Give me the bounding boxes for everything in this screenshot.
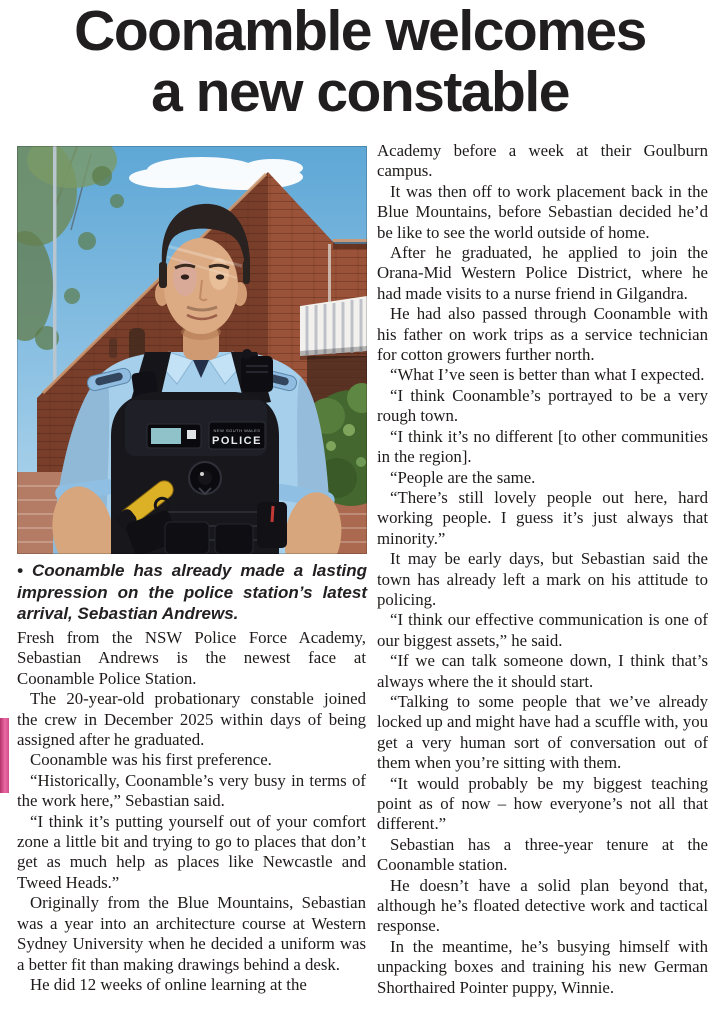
- article-paragraph: Coonamble was his first preference.: [30, 750, 272, 770]
- article-paragraph: “I think it’s no different [to other communities in the region].: [377, 426, 708, 467]
- body-camera: [189, 462, 221, 494]
- article-paragraph: “People are the same.: [390, 467, 536, 487]
- article-column-left: [17, 628, 366, 995]
- article-paragraph: After he graduated, he applied to join the Orana-Mid Western Police District, where he had made visits to a nurse friend in Gilgandra.: [377, 243, 708, 303]
- article-paragraph: The 20-year-old probationary constable joined the crew in December 2025 within days of being assigned after he graduated.: [17, 689, 366, 750]
- article-paragraph: He doesn’t have a solid plan beyond that, although he’s floated detective work and tactical response.: [377, 875, 708, 936]
- article-paragraph: He did 12 weeks of online learning at the: [30, 974, 307, 994]
- vest-label-police: POLICE: [212, 435, 262, 447]
- article-paragraph: “Historically, Coonamble’s very busy in terms of the work here,” Sebastian said.: [17, 770, 366, 811]
- article-paragraph: “I think Coonamble’s portrayed to be a very rough town.: [377, 385, 708, 426]
- article-paragraph: It may be early days, but Sebastian said the town has already left a mark on his attitude to policing.: [377, 549, 708, 609]
- article-column-right: [377, 141, 708, 998]
- article-paragraph: Fresh from the NSW Police Force Academy, Sebastian Andrews is the newest face at Coonamble Police Station.: [17, 628, 366, 688]
- article-paragraph: In the meantime, he’s busying himself with unpacking boxes and training his new German Shorthaired Pointer puppy, Winnie.: [377, 936, 708, 997]
- police-patch: [209, 422, 265, 449]
- article-headline: [0, 1, 720, 123]
- headline-line-1: Coonamble welcomes: [74, 0, 646, 63]
- article-paragraph: “There’s still lovely people out here, hard working people. I guess it’s just always that minority.”: [377, 487, 708, 548]
- vest-label-small: NEW SOUTH WALES: [213, 428, 261, 433]
- red-pen: [272, 506, 273, 522]
- headline-line-2: a new constable: [151, 60, 569, 124]
- article-paragraph: It was then off to work placement back in the Blue Mountains, before Sebastian decided he’d be like to see the world outside of home.: [377, 181, 708, 242]
- pink-scan-artifact: [0, 718, 9, 793]
- photo-caption: • Coonamble has already made a lasting impression on the police station’s latest arrival, Sebastian Andrews.: [17, 561, 367, 624]
- article-paragraph: Academy before a week at their Goulburn campus.: [377, 141, 708, 181]
- article-paragraph: “It would probably be my biggest teaching point as of now – how everyone’s not all that different.”: [377, 773, 708, 834]
- article-paragraph: Sebastian has a three-year tenure at the Coonamble station.: [377, 834, 708, 875]
- article-photo: [17, 146, 367, 554]
- body-camera-screen: [147, 424, 201, 448]
- article-paragraph: Originally from the Blue Mountains, Sebastian was a year into an architecture course at Western Sydney University when he decided a uniform was a better fit than making drawings behind a desk.: [17, 893, 366, 974]
- article-paragraph: “Talking to some people that we’ve already locked up and might have had a scuffle with, you get a very human sort of conversation out of them when you’re sitting with them.: [377, 691, 708, 773]
- article-paragraph: “If we can talk someone down, I think that’s always where the it should start.: [377, 651, 708, 691]
- awning: [300, 296, 367, 360]
- article-paragraph: He had also passed through Coonamble with his father on work trips as a service technician for cotton growers further north.: [377, 304, 708, 365]
- article-paragraph: “I think it’s putting yourself out of your comfort zone a little bit and trying to go to places that don’t get as much help as places like Newcastle and Tweed Heads.”: [17, 811, 366, 892]
- article-paragraph: “I think our effective communication is one of our biggest assets,” he said.: [377, 610, 708, 650]
- article-paragraph: “What I’ve seen is better than what I expected.: [390, 365, 705, 385]
